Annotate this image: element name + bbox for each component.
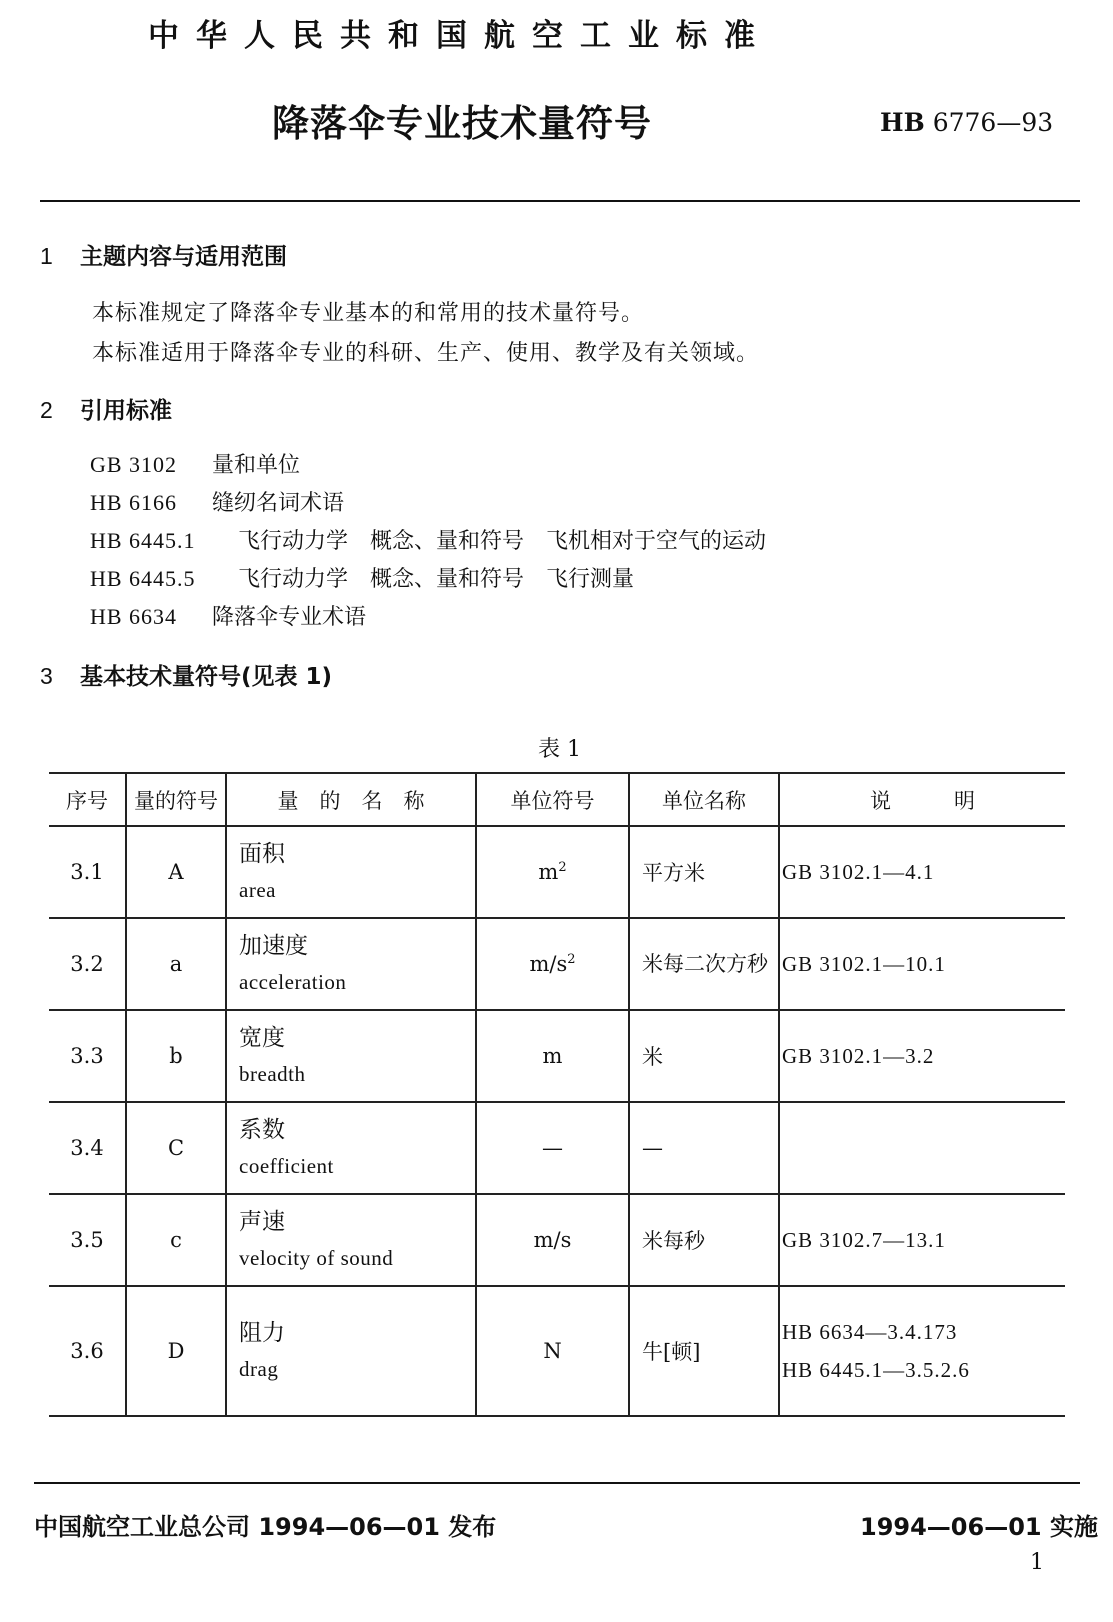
- unit-symbol-text: m/s: [529, 952, 568, 976]
- table-caption: 表 1: [538, 737, 581, 762]
- description: [779, 1102, 1065, 1194]
- unit-name: 米每秒: [629, 1194, 779, 1286]
- section-2-heading: [40, 392, 172, 425]
- description: [779, 1286, 1065, 1416]
- description: [779, 1194, 1065, 1286]
- footer-divider: [34, 1482, 1080, 1484]
- reference-code: HB 6634: [90, 604, 178, 629]
- section-title: 主题内容与适用范围: [80, 244, 287, 270]
- reference-item: [90, 562, 634, 593]
- quantity-symbol: a: [126, 918, 226, 1010]
- quantity-name-en: breadth: [239, 1062, 306, 1086]
- unit-symbol: [476, 1102, 629, 1194]
- quantity-symbol: c: [126, 1194, 226, 1286]
- unit-name: 平方米: [629, 826, 779, 918]
- column-header: 单位名称: [629, 773, 779, 826]
- row-number: 3.2: [49, 918, 126, 1010]
- column-header: 单位符号: [476, 773, 629, 826]
- quantity-symbol: b: [126, 1010, 226, 1102]
- description-line: GB 3102.1—4.1: [782, 860, 935, 884]
- quantity-name-cn: 声速: [239, 1209, 285, 1235]
- column-header: 量的符号: [126, 773, 226, 826]
- reference-code: HB 6445.5: [90, 566, 196, 591]
- reference-title: 缝纫名词术语: [212, 491, 345, 516]
- quantity-name-cn: 面积: [239, 841, 285, 867]
- reference-code: GB 3102: [90, 452, 178, 477]
- description: [779, 826, 1065, 918]
- quantity-symbol: D: [126, 1286, 226, 1416]
- table-row: [49, 1010, 1065, 1102]
- row-number: 3.6: [49, 1286, 126, 1416]
- description: [779, 918, 1065, 1010]
- quantity-name: [226, 1286, 476, 1416]
- quantity-symbol: C: [126, 1102, 226, 1194]
- unit-symbol: [476, 918, 629, 1010]
- reference-item: [90, 486, 344, 517]
- unit-symbol-text: —: [542, 1136, 563, 1160]
- code-prefix: HB: [880, 108, 925, 137]
- section-1-paragraph: 本标准适用于降落伞专业的科研、生产、使用、教学及有关领域。: [92, 341, 760, 366]
- quantity-symbol-table: [49, 772, 1065, 1417]
- unit-symbol: [476, 826, 629, 918]
- table-row: [49, 918, 1065, 1010]
- section-1-heading: [40, 238, 287, 271]
- quantity-name-cn: 系数: [239, 1117, 285, 1143]
- row-number: 3.5: [49, 1194, 126, 1286]
- table-row: [49, 1102, 1065, 1194]
- quantity-name-en: area: [239, 878, 276, 902]
- unit-name: —: [629, 1102, 779, 1194]
- quantity-name-cn: 宽度: [239, 1025, 285, 1051]
- column-header: 说 明: [779, 773, 1065, 826]
- row-number: 3.1: [49, 826, 126, 918]
- section-number: 2: [40, 397, 53, 423]
- quantity-name-cn: 阻力: [239, 1320, 285, 1346]
- reference-code: HB 6445.1: [90, 528, 196, 553]
- quantity-name: [226, 1194, 476, 1286]
- standard-category: 中华人民共和国航空工业标准: [148, 18, 772, 54]
- description-line: HB 6634—3.4.173: [782, 1320, 958, 1344]
- section-number: 3: [40, 663, 53, 689]
- description-line: HB 6445.1—3.5.2.6: [782, 1358, 970, 1382]
- table-header-row: [49, 773, 1065, 826]
- quantity-name: [226, 1102, 476, 1194]
- column-header: 量 的 名 称: [226, 773, 476, 826]
- column-header: 序号: [49, 773, 126, 826]
- section-1-paragraph: 本标准规定了降落伞专业基本的和常用的技术量符号。: [92, 301, 645, 326]
- unit-exponent: 2: [558, 860, 567, 875]
- page-number: 1: [1030, 1550, 1044, 1575]
- reference-code: HB 6166: [90, 490, 178, 515]
- document-title: 降落伞专业技术量符号: [272, 102, 652, 145]
- quantity-name-en: coefficient: [239, 1154, 334, 1178]
- section-number: 1: [40, 243, 53, 269]
- description: [779, 1010, 1065, 1102]
- effective-date: 1994—06—01 实施: [860, 1513, 1098, 1541]
- unit-symbol-text: N: [543, 1339, 562, 1363]
- unit-symbol: [476, 1010, 629, 1102]
- section-3-heading: [40, 658, 332, 691]
- row-number: 3.4: [49, 1102, 126, 1194]
- reference-title: 飞行动力学 概念、量和符号 飞机相对于空气的运动: [238, 529, 767, 554]
- description-line: GB 3102.1—10.1: [782, 952, 946, 976]
- unit-symbol: [476, 1194, 629, 1286]
- unit-symbol-text: m: [538, 860, 559, 884]
- quantity-name-en: velocity of sound: [239, 1246, 394, 1270]
- quantity-name-cn: 加速度: [239, 933, 308, 959]
- table-row: [49, 826, 1065, 918]
- unit-exponent: 2: [567, 952, 576, 967]
- section-title: 引用标准: [80, 398, 172, 424]
- reference-item: [90, 448, 300, 479]
- unit-name: 牛[顿]: [629, 1286, 779, 1416]
- issue-date: 中国航空工业总公司 1994—06—01 发布: [34, 1513, 497, 1541]
- unit-name: 米: [629, 1010, 779, 1102]
- code-number: 6776—93: [932, 108, 1054, 137]
- unit-symbol: [476, 1286, 629, 1416]
- unit-symbol-text: m: [542, 1044, 563, 1068]
- description-line: GB 3102.1—3.2: [782, 1044, 935, 1068]
- reference-title: 量和单位: [212, 453, 301, 478]
- table-row: [49, 1286, 1065, 1416]
- reference-title: 降落伞专业术语: [212, 605, 367, 630]
- quantity-name-en: acceleration: [239, 970, 347, 994]
- section-title: 基本技术量符号(见表 1): [80, 664, 333, 690]
- reference-item: [90, 600, 366, 631]
- table-row: [49, 1194, 1065, 1286]
- quantity-name: [226, 918, 476, 1010]
- row-number: 3.3: [49, 1010, 126, 1102]
- quantity-symbol: A: [126, 826, 226, 918]
- document-code: [880, 108, 1053, 137]
- quantity-name: [226, 826, 476, 918]
- reference-title: 飞行动力学 概念、量和符号 飞行测量: [238, 567, 635, 592]
- unit-symbol-text: m/s: [533, 1228, 572, 1252]
- reference-item: [90, 524, 766, 555]
- quantity-name-en: drag: [239, 1357, 279, 1381]
- header-divider: [40, 200, 1080, 202]
- quantity-name: [226, 1010, 476, 1102]
- description-line: GB 3102.7—13.1: [782, 1228, 946, 1252]
- unit-name: 米每二次方秒: [629, 918, 779, 1010]
